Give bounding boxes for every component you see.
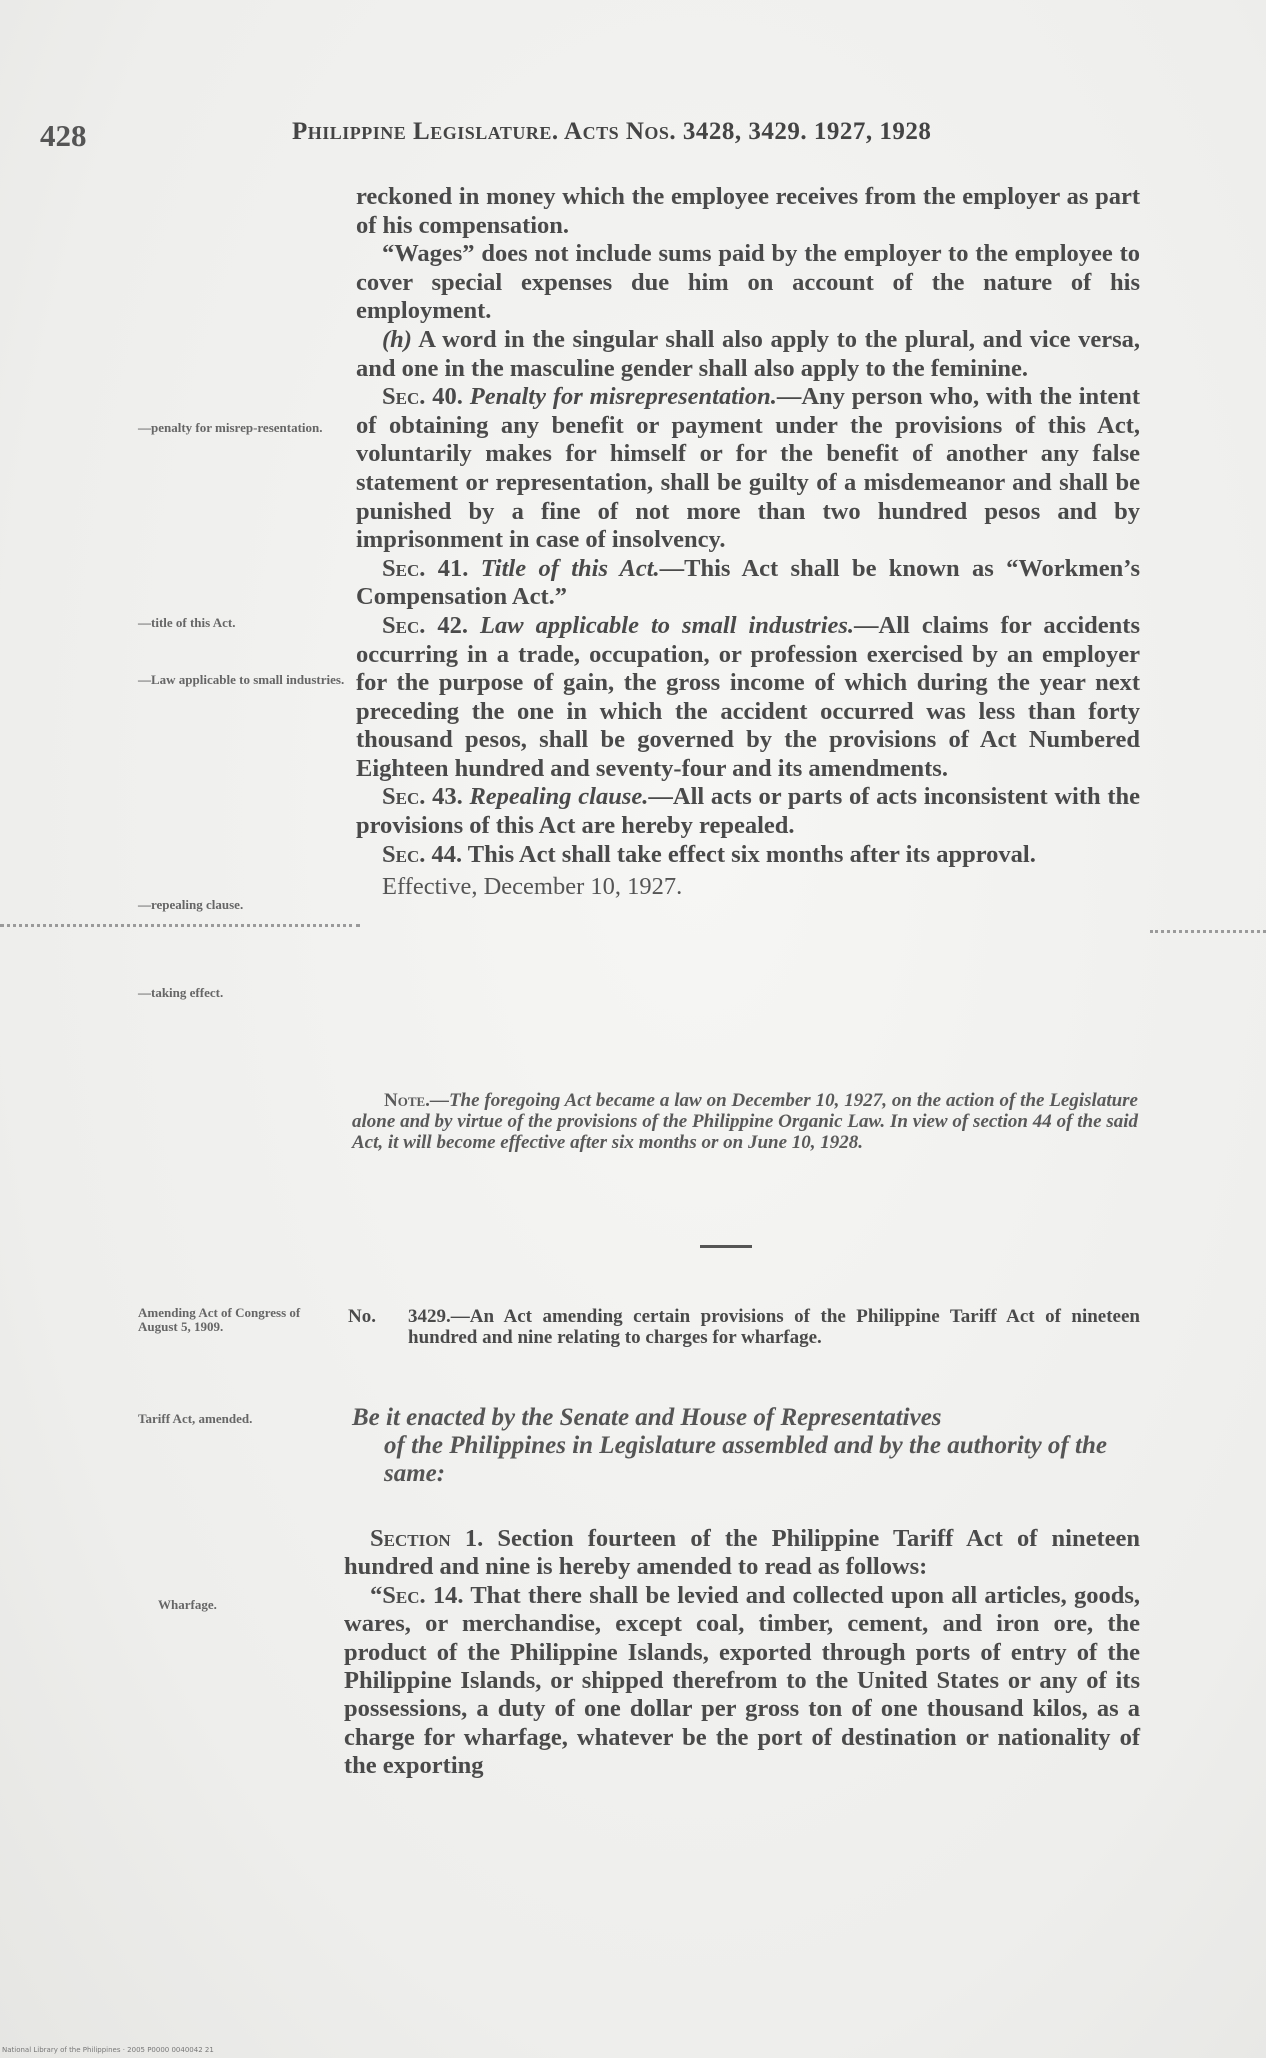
running-head: Philippine Legislature. Acts Nos. 3428, 3429. 1927, 1928 <box>292 118 932 145</box>
margin-note-penalty: —penalty for misrep-resentation. <box>138 420 323 435</box>
section-title: Penalty for misrepresentation. <box>462 383 777 411</box>
effective-date: Effective, December 10, 1927. <box>382 873 683 901</box>
margin-note-repealing: —repealing clause. <box>138 897 244 912</box>
page-header <box>40 118 1140 158</box>
margin-note-amending: Amending Act of Congress of August 5, 1909. <box>138 1305 301 1334</box>
margin-note-taking: —taking effect. <box>138 985 224 1000</box>
scan-artifact-dots <box>0 924 360 933</box>
clause-label: (h) <box>382 325 412 353</box>
margin-note-law: —Law applicable to small industries. <box>138 672 345 687</box>
section-41: Sec. 41. Title of this Act.—This Act shall be known as “Workmen’s Compensation Act.” <box>356 554 1140 611</box>
section-divider <box>700 1245 752 1248</box>
section-label: Sec. 42. <box>382 611 468 639</box>
page-number: 428 <box>40 118 87 153</box>
section-44: Sec. 44. This Act shall take effect six months after its approval. <box>382 840 1036 868</box>
section-label: Sec. 40. <box>382 383 463 411</box>
section-label: Sec. 44. <box>382 840 463 868</box>
section-label: Sec. 43. <box>382 783 463 811</box>
paragraph: reckoned in money which the employee receives from the employer as part of his compensation. <box>356 183 1140 239</box>
section-42: Sec. 42. Law applicable to small industries.—All claims for accidents occurring in a trade, occupation, or profession exercised by an employer for the purpose of gain, the gross income of which during the year next preceding the one in which the accident occurred was less than forty thousand pesos, shall be governed by the provisions of Act Numbered Eighteen hundred and seventy-four and its amendments. <box>356 611 1140 782</box>
section-label: “Sec. 14. <box>370 1581 464 1609</box>
scan-footer: National Library of the Philippines · 2005 P0000 0040042 21 <box>2 2046 214 2054</box>
act-heading: 3429.—An Act amending certain provisions of the Philippine Tariff Act of nineteen hundred and nine relating to charges for wharfage. <box>408 1306 1140 1348</box>
section-label: Section 1. <box>370 1525 484 1552</box>
margin-note-tariff: Tariff Act, amended. <box>138 1411 253 1426</box>
section-14: “Sec. 14. That there shall be levied and collected upon all articles, goods, wares, or merchandise, except coal, timber, cement, and iron ore, the product of the Philippine Islands, exported through ports of entry of the Philippine Islands, or shipped therefrom to the United States or any of its possessions, a duty of one dollar per gross ton of one thousand kilos, as a charge for wharfage, whatever be the port of destination or nationality of the exporting <box>344 1581 1141 1780</box>
paragraph: “Wages” does not include sums paid by the employer to the employee to cover special expenses due him on account of the nature of his employment. <box>356 240 1140 325</box>
scan-artifact-dots <box>1150 930 1266 939</box>
enacting-clause: Be it enacted by the Senate and House of Representatives of the Philippines in Legislature assembled and by the authority of the same: <box>352 1404 1107 1487</box>
section-title: Repealing clause. <box>462 783 649 811</box>
section-40: Sec. 40. Penalty for misrepresentation.—Any person who, with the intent of obtaining any benefit or payment under the provisions of this Act, voluntarily makes for himself or for the benefit of another any false statement or representation, shall be guilty of a misdemeanor and shall be punished by a fine of not more than two hundred pesos and by imprisonment in case of insolvency. <box>356 383 1140 554</box>
margin-note-title: —title of this Act. <box>138 615 236 630</box>
section-title: Title of this Act. <box>468 554 660 582</box>
editorial-note: Note.—The foregoing Act became a law on December 10, 1927, on the action of the Legislature alone and by virtue of the provisions of the Philippine Organic Law. In view of section 44 of the said Act, it will become effective after six months or on June 10, 1928. <box>352 1090 1138 1153</box>
paragraph: (h) A word in the singular shall also apply to the plural, and vice versa, and one in the masculine gender shall also apply to the feminine. <box>356 325 1140 382</box>
act-3429-body <box>344 1525 1140 1781</box>
body-text <box>356 183 1140 902</box>
note-label: Note. <box>384 1090 430 1111</box>
act-number-prefix: No. <box>348 1306 376 1327</box>
section-1: Section 1. Section fourteen of the Philippine Tariff Act of nineteen hundred and nine is hereby amended to read as follows: <box>344 1525 1140 1581</box>
section-43: Sec. 43. Repealing clause.—All acts or parts of acts inconsistent with the provisions of this Act are hereby repealed. <box>356 783 1141 840</box>
section-label: Sec. 41. <box>382 554 469 582</box>
margin-note-wharfage: Wharfage. <box>158 1597 217 1612</box>
section-title: Law applicable to small industries. <box>468 611 855 639</box>
